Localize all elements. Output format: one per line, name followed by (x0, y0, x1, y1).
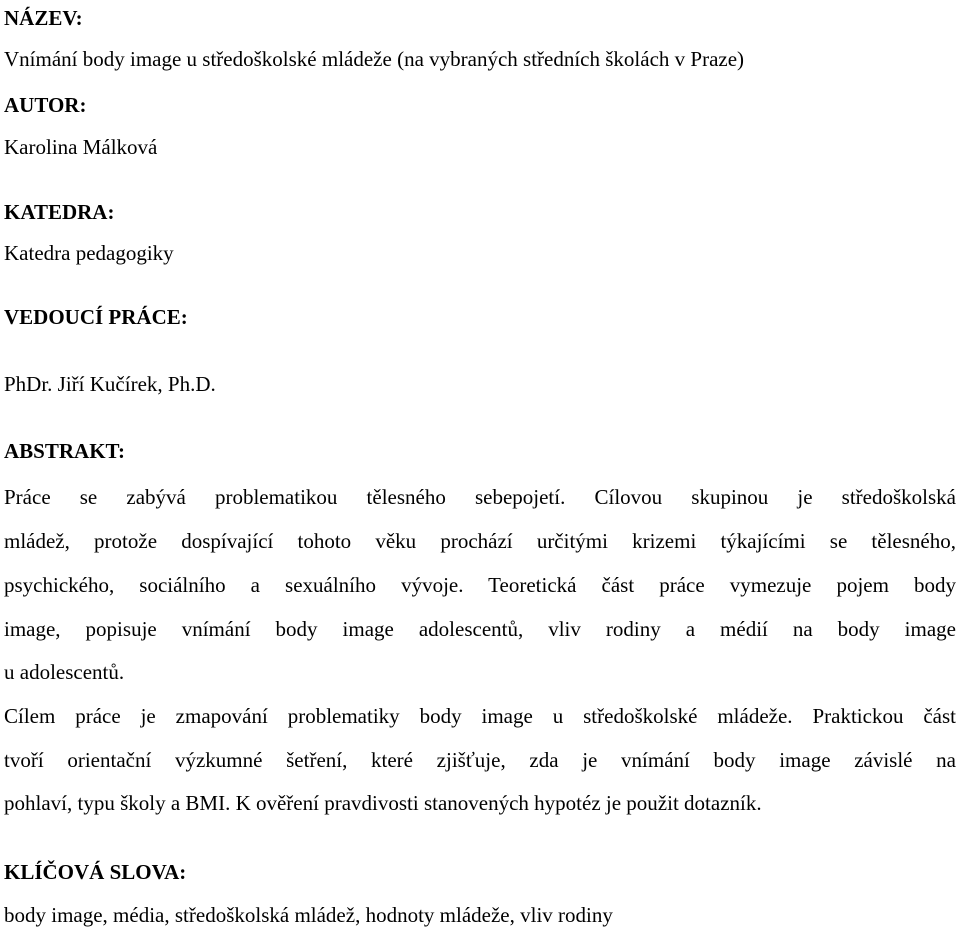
abstract-line: Cílem práce je zmapování problematiky body image u středoškolské mládeže. Praktickou část (4, 704, 956, 728)
abstract-label: ABSTRAKT: (4, 439, 125, 463)
supervisor-value: PhDr. Jiří Kučírek, Ph.D. (4, 372, 216, 396)
abstract-line: image, popisuje vnímání body image adolescentů, vliv rodiny a médií na body image (4, 617, 956, 641)
abstract-line: mládež, protože dospívající tohoto věku prochází určitými krizemi týkajícími se tělesného, (4, 529, 956, 553)
abstract-line: Práce se zabývá problematikou tělesného sebepojetí. Cílovou skupinou je středoškolská (4, 485, 956, 509)
title-label: NÁZEV: (4, 6, 83, 30)
department-value: Katedra pedagogiky (4, 241, 174, 265)
abstract-line: u adolescentů. (4, 660, 125, 684)
keywords-label: KLÍČOVÁ SLOVA: (4, 860, 187, 884)
keywords-value: body image, média, středoškolská mládež, hodnoty mládeže, vliv rodiny (4, 903, 613, 927)
department-label: KATEDRA: (4, 200, 115, 224)
author-label: AUTOR: (4, 93, 87, 117)
abstract-line: tvoří orientační výzkumné šetření, které zjišťuje, zda je vnímání body image závislé na (4, 748, 956, 772)
abstract-line: pohlaví, typu školy a BMI. K ověření pravdivosti stanovených hypotéz je použit dotazník. (4, 791, 762, 815)
abstract-line: psychického, sociálního a sexuálního vývoje. Teoretická část práce vymezuje pojem body (4, 573, 956, 597)
author-value: Karolina Málková (4, 135, 158, 159)
title-value: Vnímání body image u středoškolské mládeže (na vybraných středních školách v Praze) (4, 47, 745, 71)
supervisor-label: VEDOUCÍ PRÁCE: (4, 305, 188, 329)
